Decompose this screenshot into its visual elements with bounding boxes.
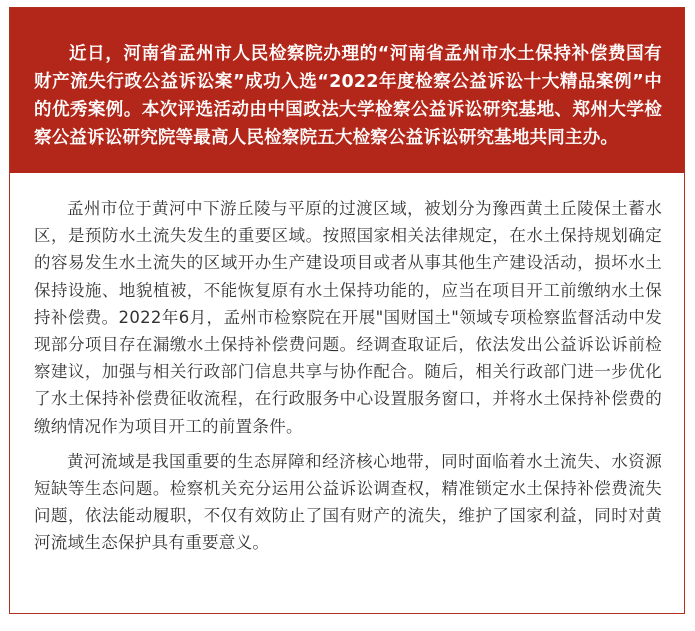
summary-banner [10,8,684,173]
body-paragraph-1: 孟州市位于黄河中下游丘陵与平原的过渡区域，被划分为豫西黄土丘陵保土蓄水区，是预防水土流失发生的重要区域。按照国家相关法律规定，在水土保持规划确定的容易发生水土流失的区域开办生产建设项目或者从事其他生产建设活动，损坏水土保持设施、地貌植被，不能恢复原有水土保持功能的，应当在项目开工前缴纳水土保持补偿费。2022年6月，孟州市检察院在开展"国财国土"领域专项检察监督活动中发现部分项目存在漏缴水土保持补偿费问题。经调查取证后，依法发出公益诉讼诉前检察建议，加强与相关行政部门信息共享与协作配合。随后，相关行政部门进一步优化了水土保持补偿费征收流程，在行政服务中心设置服务窗口，并将水土保持补偿费的缴纳情况作为项目开工的前置条件。 [34,199,662,436]
article-body [10,173,684,557]
body-paragraph-2: 黄河流域是我国重要的生态屏障和经济核心地带，同时面临着水土流失、水资源短缺等生态问题。检察机关充分运用公益诉讼调查权，精准锁定水土保持补偿费流失问题，依法能动履职，不仅有效防止了国有财产的流失，维护了国家利益，同时对黄河流域生态保护具有重要意义。 [34,451,662,553]
article-frame [9,7,685,614]
summary-text: 近日，河南省孟州市人民检察院办理的“河南省孟州市水土保持补偿费国有财产流失行政公益诉讼案”成功入选“2022年度检察公益诉讼十大精品案例”中的优秀案例。本次评选活动由中国政法大学检察公益诉讼研究基地、郑州大学检察公益诉讼研究院等最高人民检察院五大检察公益诉讼研究基地共同主办。 [34,44,662,148]
